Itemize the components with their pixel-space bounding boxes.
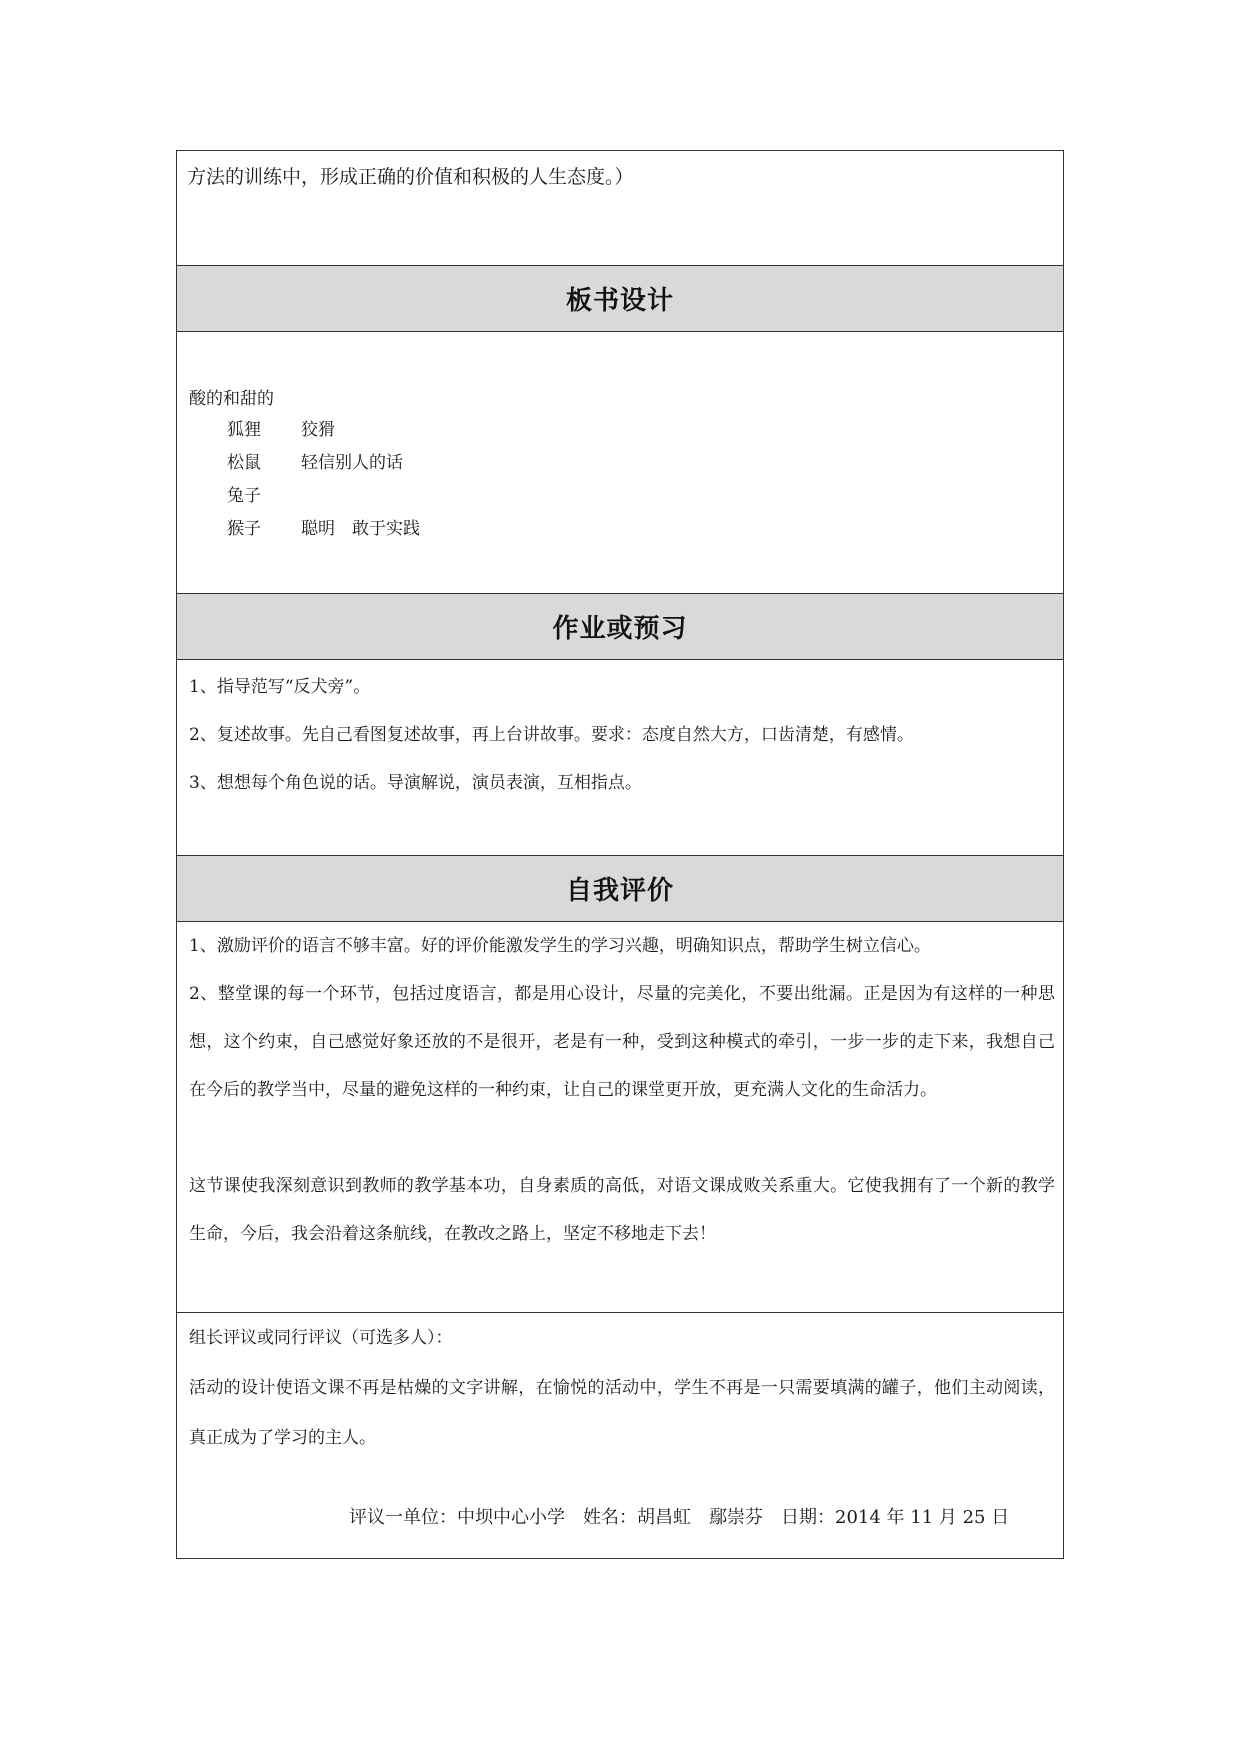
evaluation-paragraph-3: 这节课使我深刻意识到教师的教学基本功，自身素质的高低，对语文课成败关系重大。它使我拥有了一个新的教学生命，今后，我会沿着这条航线，在教改之路上，坚定不移地走下去！ <box>189 1176 1055 1244</box>
evaluation-paragraph-1: 1、激励评价的语言不够丰富。好的评价能激发学生的学习兴趣，明确知识点，帮助学生树立信心。 <box>189 936 931 956</box>
board-row-name: 兔子 <box>227 486 261 506</box>
self-evaluation-section <box>177 922 1063 1313</box>
review-signature: 评议一单位：中坝中心小学 姓名：胡昌虹 鄢崇芬 日期：2014 年 11 月 25 日 <box>349 1507 1010 1528</box>
board-row-name: 松鼠 <box>227 453 261 473</box>
lesson-plan-table <box>176 150 1064 1559</box>
homework-heading: 作业或预习 <box>177 594 1063 660</box>
board-row <box>227 481 301 506</box>
intro-text: 方法的训练中，形成正确的价值和积极的人生态度。） <box>187 166 634 188</box>
evaluation-paragraph-2: 2、整堂课的每一个环节，包括过度语言，都是用心设计，尽量的完美化，不要出纰漏。正是因为有这样的一种思想，这个约束，自己感觉好象还放的不是很开，老是有一种，受到这种模式的牵引，一步一步的走下来，我想自己在今后的教学当中，尽量的避免这样的一种约束，让自己的课堂更开放，更充满人文化的生命活力。 <box>189 984 1055 1100</box>
intro-section <box>177 151 1063 266</box>
homework-item: 3、想想每个角色说的话。导演解说，演员表演，互相指点。 <box>189 773 642 793</box>
board-row-desc: 狡猾 <box>301 420 335 440</box>
peer-review-comment: 活动的设计使语文课不再是枯燥的文字讲解，在愉悦的活动中，学生不再是一只需要填满的罐子，他们主动阅读，真正成为了学习的主人。 <box>189 1378 1055 1448</box>
board-row-desc: 聪明 敢于实践 <box>301 519 420 539</box>
board-design-heading: 板书设计 <box>177 266 1063 332</box>
homework-item: 2、复述故事。先自己看图复述故事，再上台讲故事。要求：态度自然大方，口齿清楚，有感情。 <box>189 725 914 745</box>
peer-review-section <box>177 1313 1063 1558</box>
board-row-desc: 轻信别人的话 <box>301 453 403 473</box>
peer-review-label: 组长评议或同行评议（可选多人）： <box>189 1328 453 1348</box>
board-row <box>227 415 335 440</box>
board-title: 酸的和甜的 <box>189 389 274 409</box>
self-evaluation-heading: 自我评价 <box>177 856 1063 922</box>
homework-section <box>177 660 1063 856</box>
board-design-section <box>177 332 1063 594</box>
board-row <box>227 448 403 473</box>
homework-item: 1、指导范写“反犬旁”。 <box>189 677 371 697</box>
board-row-name: 狐狸 <box>227 420 261 440</box>
board-row-name: 猴子 <box>227 519 261 539</box>
board-row <box>227 514 420 539</box>
